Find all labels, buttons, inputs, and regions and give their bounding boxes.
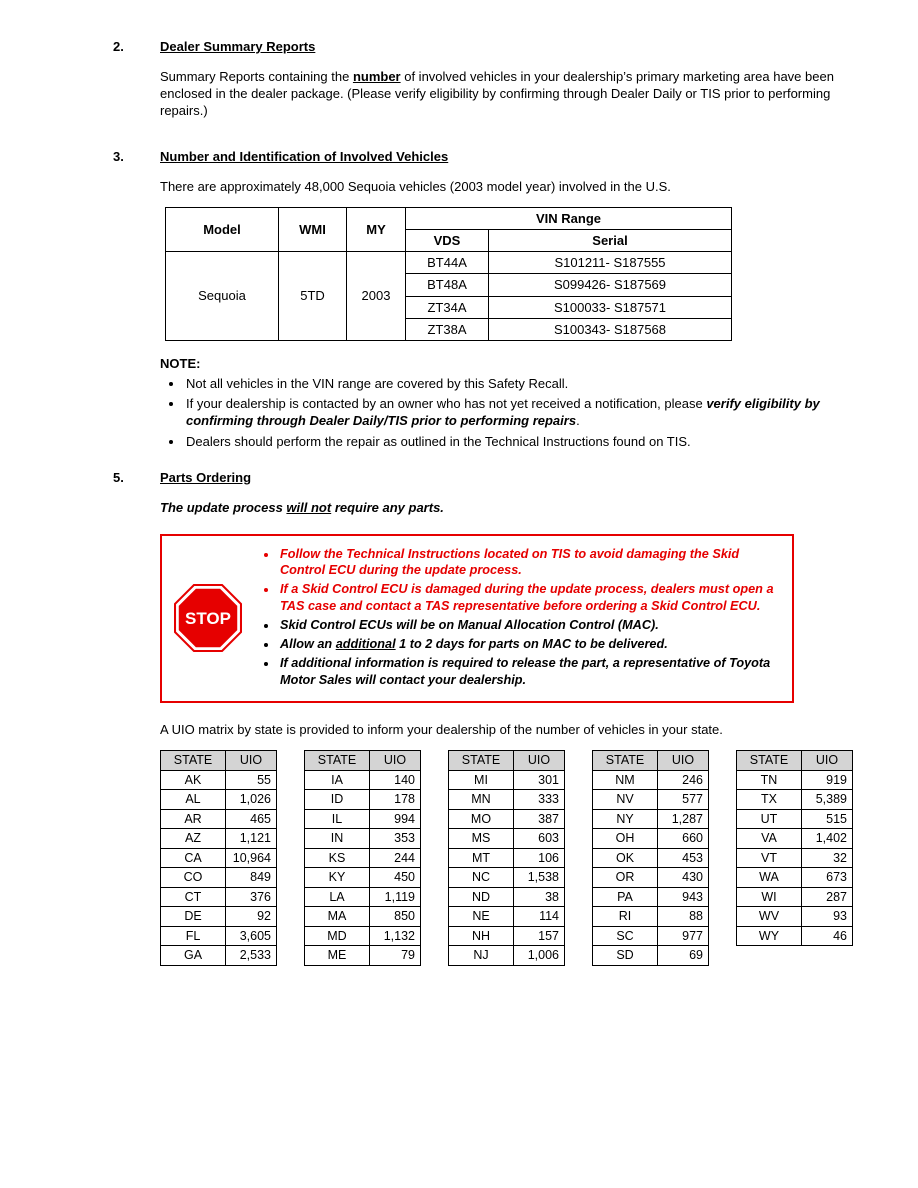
section-5-title: Parts Ordering — [160, 469, 252, 485]
uio-value-cell: 55 — [226, 770, 277, 790]
table-row — [305, 848, 421, 868]
text-segment: number — [352, 69, 401, 85]
table-row — [737, 926, 853, 946]
table-row — [449, 946, 565, 966]
table-row — [449, 790, 565, 810]
table-row — [593, 770, 709, 790]
uio-value-cell: 450 — [370, 868, 421, 888]
text-segment: of involved vehicles in your dealership’s primary marketing area have been enclosed in the dealer package. (Please verify eligibility by confirming through Dealer Daily or TIS prior to performing repairs.) — [160, 69, 834, 119]
table-row — [161, 790, 277, 810]
uio-value-cell: 46 — [802, 926, 853, 946]
uio-column-header: STATE — [449, 751, 514, 771]
section-3-number: 3. — [113, 148, 124, 164]
uio-value-cell: 140 — [370, 770, 421, 790]
table-row — [593, 926, 709, 946]
table-row — [305, 926, 421, 946]
table-row — [737, 868, 853, 888]
text-segment: will not — [286, 499, 332, 515]
table-row — [161, 770, 277, 790]
uio-table-3 — [448, 750, 565, 966]
list-item — [278, 546, 778, 579]
uio-value-cell: 114 — [514, 907, 565, 927]
state-cell: MS — [449, 829, 514, 849]
state-cell: UT — [737, 809, 802, 829]
table-row — [305, 946, 421, 966]
state-cell: MN — [449, 790, 514, 810]
state-cell: AR — [161, 809, 226, 829]
stop-list — [258, 546, 778, 691]
state-cell: NM — [593, 770, 658, 790]
uio-column-header: STATE — [737, 751, 802, 771]
table-row — [305, 868, 421, 888]
uio-column-header: UIO — [802, 751, 853, 771]
vehicle-table-header-vin-range: VIN Range — [406, 207, 732, 229]
uio-header-row — [449, 751, 565, 771]
vehicle-table-header-vds: VDS — [406, 230, 489, 252]
uio-value-cell: 1,287 — [658, 809, 709, 829]
text-segment: If additional information is required to release the part, a representative of Toyota Motor Sales will contact your dealership. — [280, 656, 771, 687]
uio-value-cell: 178 — [370, 790, 421, 810]
text-segment: require any parts. — [331, 499, 444, 515]
table-row — [161, 887, 277, 907]
uio-value-cell: 430 — [658, 868, 709, 888]
list-item — [184, 375, 860, 392]
uio-value-cell: 515 — [802, 809, 853, 829]
uio-column-header: STATE — [593, 751, 658, 771]
state-cell: MI — [449, 770, 514, 790]
state-cell: TN — [737, 770, 802, 790]
table-row — [449, 887, 565, 907]
section-2-paragraph — [160, 68, 860, 119]
table-row — [305, 887, 421, 907]
table-row — [449, 926, 565, 946]
table-row — [449, 829, 565, 849]
list-item — [278, 636, 778, 652]
state-cell: WA — [737, 868, 802, 888]
state-cell: CO — [161, 868, 226, 888]
table-row — [305, 809, 421, 829]
uio-value-cell: 38 — [514, 887, 565, 907]
uio-table-5 — [736, 750, 853, 946]
section-3-intro: There are approximately 48,000 Sequoia vehicles (2003 model year) involved in the U.S. — [160, 178, 671, 194]
uio-value-cell: 1,119 — [370, 887, 421, 907]
state-cell: AL — [161, 790, 226, 810]
state-cell: DE — [161, 907, 226, 927]
text-segment: Dealers should perform the repair as outlined in the Technical Instructions found on TIS. — [186, 433, 691, 449]
uio-table-2 — [304, 750, 421, 966]
table-row — [593, 907, 709, 927]
state-cell: CA — [161, 848, 226, 868]
uio-value-cell: 994 — [370, 809, 421, 829]
stop-icon — [170, 584, 246, 652]
section-2-title: Dealer Summary Reports — [160, 39, 316, 54]
uio-value-cell: 157 — [514, 926, 565, 946]
section-2-number: 2. — [113, 39, 124, 54]
state-cell: SD — [593, 946, 658, 966]
stop-icon-label: STOP — [185, 609, 231, 629]
text-segment: Follow the Technical Instructions located on TIS to avoid damaging the Skid Control ECU during the update process. — [280, 546, 740, 578]
uio-value-cell: 88 — [658, 907, 709, 927]
model-cell: Sequoia — [166, 252, 279, 341]
table-row — [305, 790, 421, 810]
text-segment: If a Skid Control ECU is damaged during the update process, dealers must open a TAS case and contact a TAS representative before ordering a Skid Control ECU. — [280, 582, 774, 613]
state-cell: NJ — [449, 946, 514, 966]
uio-column-header: STATE — [161, 751, 226, 771]
section-5-number: 5. — [113, 469, 124, 485]
state-cell: MD — [305, 926, 370, 946]
text-segment: Skid Control ECUs will be on Manual Allocation Control (MAC). — [280, 617, 659, 632]
uio-value-cell: 3,605 — [226, 926, 277, 946]
note-list — [160, 375, 860, 450]
state-cell: WI — [737, 887, 802, 907]
table-row — [593, 809, 709, 829]
state-cell: OH — [593, 829, 658, 849]
table-row — [166, 252, 732, 274]
state-cell: PA — [593, 887, 658, 907]
state-cell: KS — [305, 848, 370, 868]
state-cell: MT — [449, 848, 514, 868]
text-segment: 1 to 2 days for parts on MAC to be delivered. — [395, 637, 668, 652]
table-row — [449, 907, 565, 927]
text-segment: The update process — [160, 499, 287, 515]
vds-cell: BT44A — [406, 252, 489, 274]
state-cell: NH — [449, 926, 514, 946]
uio-value-cell: 2,533 — [226, 946, 277, 966]
uio-value-cell: 977 — [658, 926, 709, 946]
uio-value-cell: 1,026 — [226, 790, 277, 810]
table-row — [737, 790, 853, 810]
state-cell: FL — [161, 926, 226, 946]
stop-warning-box — [160, 534, 794, 703]
uio-value-cell: 453 — [658, 848, 709, 868]
vehicle-table-header-row — [166, 207, 732, 229]
table-row — [593, 829, 709, 849]
list-item — [278, 581, 778, 614]
section-3 — [113, 148, 860, 453]
table-row — [161, 868, 277, 888]
table-row — [305, 829, 421, 849]
table-row — [593, 868, 709, 888]
uio-value-cell: 850 — [370, 907, 421, 927]
table-row — [161, 829, 277, 849]
uio-value-cell: 333 — [514, 790, 565, 810]
wmi-cell: 5TD — [279, 252, 347, 341]
list-item — [184, 433, 860, 450]
state-cell: NE — [449, 907, 514, 927]
vds-cell: ZT34A — [406, 296, 489, 318]
uio-value-cell: 577 — [658, 790, 709, 810]
uio-value-cell: 246 — [658, 770, 709, 790]
table-row — [161, 907, 277, 927]
vehicle-table-header-wmi: WMI — [279, 207, 347, 251]
text-segment: verify eligibility by confirming through Dealer Daily/TIS prior to performing repairs — [186, 396, 820, 429]
list-item — [184, 395, 860, 429]
state-cell: LA — [305, 887, 370, 907]
uio-value-cell: 1,402 — [802, 829, 853, 849]
table-row — [737, 848, 853, 868]
state-cell: ID — [305, 790, 370, 810]
serial-cell: S100033- S187571 — [489, 296, 732, 318]
section-3-title: Number and Identification of Involved Vehicles — [160, 148, 449, 164]
table-row — [737, 887, 853, 907]
vehicle-table — [165, 207, 732, 341]
state-cell: OR — [593, 868, 658, 888]
state-cell: IA — [305, 770, 370, 790]
uio-value-cell: 106 — [514, 848, 565, 868]
table-row — [449, 848, 565, 868]
uio-value-cell: 32 — [802, 848, 853, 868]
uio-header-row — [305, 751, 421, 771]
uio-value-cell: 69 — [658, 946, 709, 966]
uio-table-1 — [160, 750, 277, 966]
text-segment: Allow an — [280, 637, 336, 652]
text-segment: If your dealership is contacted by an owner who has not yet received a notification, please — [186, 396, 707, 412]
table-row — [161, 809, 277, 829]
uio-value-cell: 673 — [802, 868, 853, 888]
state-cell: NV — [593, 790, 658, 810]
state-cell: NY — [593, 809, 658, 829]
state-cell: TX — [737, 790, 802, 810]
vehicle-table-header-serial: Serial — [489, 230, 732, 252]
uio-value-cell: 465 — [226, 809, 277, 829]
state-cell: IL — [305, 809, 370, 829]
uio-value-cell: 1,538 — [514, 868, 565, 888]
uio-value-cell: 1,121 — [226, 829, 277, 849]
state-cell: KY — [305, 868, 370, 888]
state-cell: ME — [305, 946, 370, 966]
table-row — [593, 848, 709, 868]
uio-value-cell: 93 — [802, 907, 853, 927]
uio-value-cell: 943 — [658, 887, 709, 907]
uio-value-cell: 5,389 — [802, 790, 853, 810]
table-row — [161, 946, 277, 966]
uio-value-cell: 849 — [226, 868, 277, 888]
table-row — [737, 809, 853, 829]
state-cell: WY — [737, 926, 802, 946]
uio-value-cell: 287 — [802, 887, 853, 907]
state-cell: MA — [305, 907, 370, 927]
state-cell: VT — [737, 848, 802, 868]
table-row — [593, 790, 709, 810]
table-row — [449, 868, 565, 888]
text-segment: additional — [335, 637, 396, 652]
state-cell: GA — [161, 946, 226, 966]
uio-value-cell: 353 — [370, 829, 421, 849]
table-row — [737, 907, 853, 927]
state-cell: VA — [737, 829, 802, 849]
my-cell: 2003 — [347, 252, 406, 341]
uio-value-cell: 387 — [514, 809, 565, 829]
uio-intro: A UIO matrix by state is provided to inform your dealership of the number of vehicles in your state. — [160, 721, 723, 737]
table-row — [593, 887, 709, 907]
state-cell: SC — [593, 926, 658, 946]
table-row — [161, 848, 277, 868]
vds-cell: ZT38A — [406, 318, 489, 340]
section-5 — [113, 469, 860, 966]
table-row — [449, 770, 565, 790]
uio-value-cell: 92 — [226, 907, 277, 927]
parts-statement — [160, 499, 860, 516]
uio-column-header: UIO — [658, 751, 709, 771]
uio-value-cell: 10,964 — [226, 848, 277, 868]
list-item — [278, 617, 778, 633]
state-cell: RI — [593, 907, 658, 927]
table-row — [449, 809, 565, 829]
vds-cell: BT48A — [406, 274, 489, 296]
table-row — [593, 946, 709, 966]
state-cell: AZ — [161, 829, 226, 849]
serial-cell: S099426- S187569 — [489, 274, 732, 296]
uio-value-cell: 244 — [370, 848, 421, 868]
uio-value-cell: 301 — [514, 770, 565, 790]
uio-value-cell: 1,132 — [370, 926, 421, 946]
uio-value-cell: 603 — [514, 829, 565, 849]
uio-value-cell: 79 — [370, 946, 421, 966]
state-cell: NC — [449, 868, 514, 888]
table-row — [305, 907, 421, 927]
vehicle-table-header-model: Model — [166, 207, 279, 251]
state-cell: AK — [161, 770, 226, 790]
table-row — [737, 829, 853, 849]
uio-header-row — [593, 751, 709, 771]
uio-column-header: UIO — [370, 751, 421, 771]
list-item — [278, 655, 778, 688]
uio-value-cell: 376 — [226, 887, 277, 907]
table-row — [161, 926, 277, 946]
table-row — [305, 770, 421, 790]
text-segment: . — [576, 413, 580, 429]
uio-tables — [160, 750, 860, 966]
uio-table-4 — [592, 750, 709, 966]
state-cell: MO — [449, 809, 514, 829]
state-cell: WV — [737, 907, 802, 927]
serial-cell: S101211- S187555 — [489, 252, 732, 274]
uio-header-row — [161, 751, 277, 771]
table-row — [737, 770, 853, 790]
text-segment: Not all vehicles in the VIN range are covered by this Safety Recall. — [186, 376, 569, 392]
uio-value-cell: 919 — [802, 770, 853, 790]
vehicle-table-header-my: MY — [347, 207, 406, 251]
state-cell: ND — [449, 887, 514, 907]
uio-value-cell: 660 — [658, 829, 709, 849]
serial-cell: S100343- S187568 — [489, 318, 732, 340]
section-2 — [113, 38, 860, 132]
uio-column-header: UIO — [514, 751, 565, 771]
state-cell: IN — [305, 829, 370, 849]
uio-column-header: STATE — [305, 751, 370, 771]
uio-header-row — [737, 751, 853, 771]
uio-column-header: UIO — [226, 751, 277, 771]
note-label: NOTE: — [160, 355, 201, 371]
state-cell: CT — [161, 887, 226, 907]
uio-value-cell: 1,006 — [514, 946, 565, 966]
text-segment: Summary Reports containing the — [160, 69, 353, 85]
state-cell: OK — [593, 848, 658, 868]
